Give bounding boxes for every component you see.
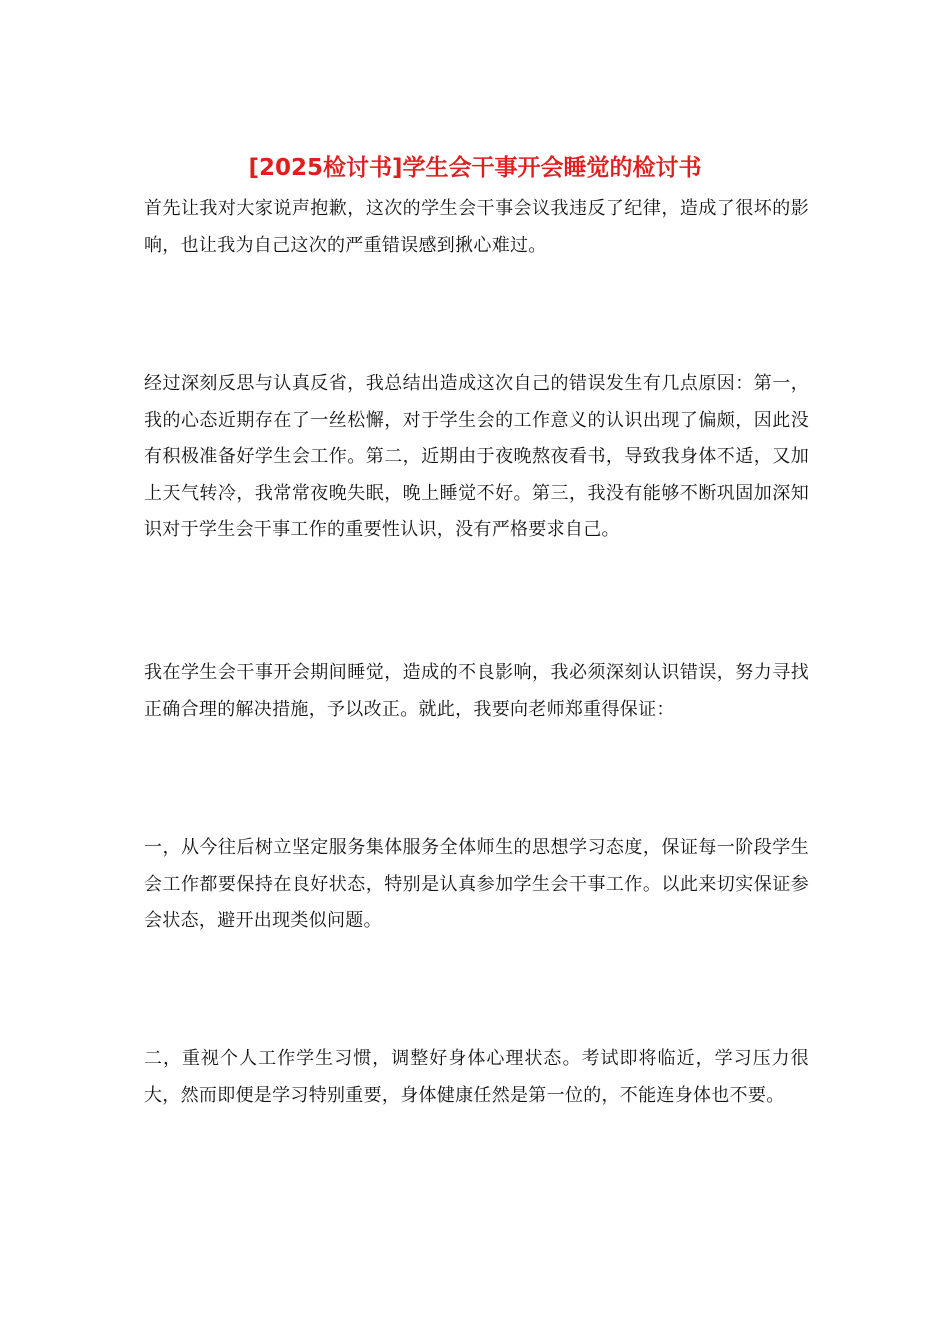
paragraph-commitment: 我在学生会干事开会期间睡觉，造成的不良影响，我必须深刻认识错误，努力寻找正确合理的解决措施，予以改正。就此，我要向老师郑重得保证： [144, 662, 809, 720]
paragraph-reasons: 经过深刻反思与认真反省，我总结出造成这次自己的错误发生有几点原因：第一，我的心态近期存在了一丝松懈，对于学生会的工作意义的认识出现了偏颇，因此没有积极准备好学生会工作。第二，近期由于夜晚熬夜看书，导致我身体不适，又加上天气转冷，我常常夜晚失眠，晚上睡觉不好。第三，我没有能够不断巩固加深知识对于学生会干事工作的重要性认识，没有严格要求自己。 [144, 373, 809, 540]
paragraph-pledge-two: 二，重视个人工作学生习惯，调整好身体心理状态。考试即将临近，学习压力很大，然而即便是学习特别重要，身体健康任然是第一位的，不能连身体也不要。 [144, 1048, 809, 1106]
paragraph-apology: 首先让我对大家说声抱歉，这次的学生会干事会议我违反了纪律，造成了很坏的影响，也让我为自己这次的严重错误感到揪心难过。 [144, 198, 809, 256]
paragraph-pledge-one: 一，从今往后树立坚定服务集体服务全体师生的思想学习态度，保证每一阶段学生会工作都要保持在良好状态，特别是认真参加学生会干事工作。以此来切实保证参会状态，避开出现类似问题。 [144, 837, 809, 931]
document-title: [2025检讨书]学生会干事开会睡觉的检讨书 [248, 155, 702, 181]
